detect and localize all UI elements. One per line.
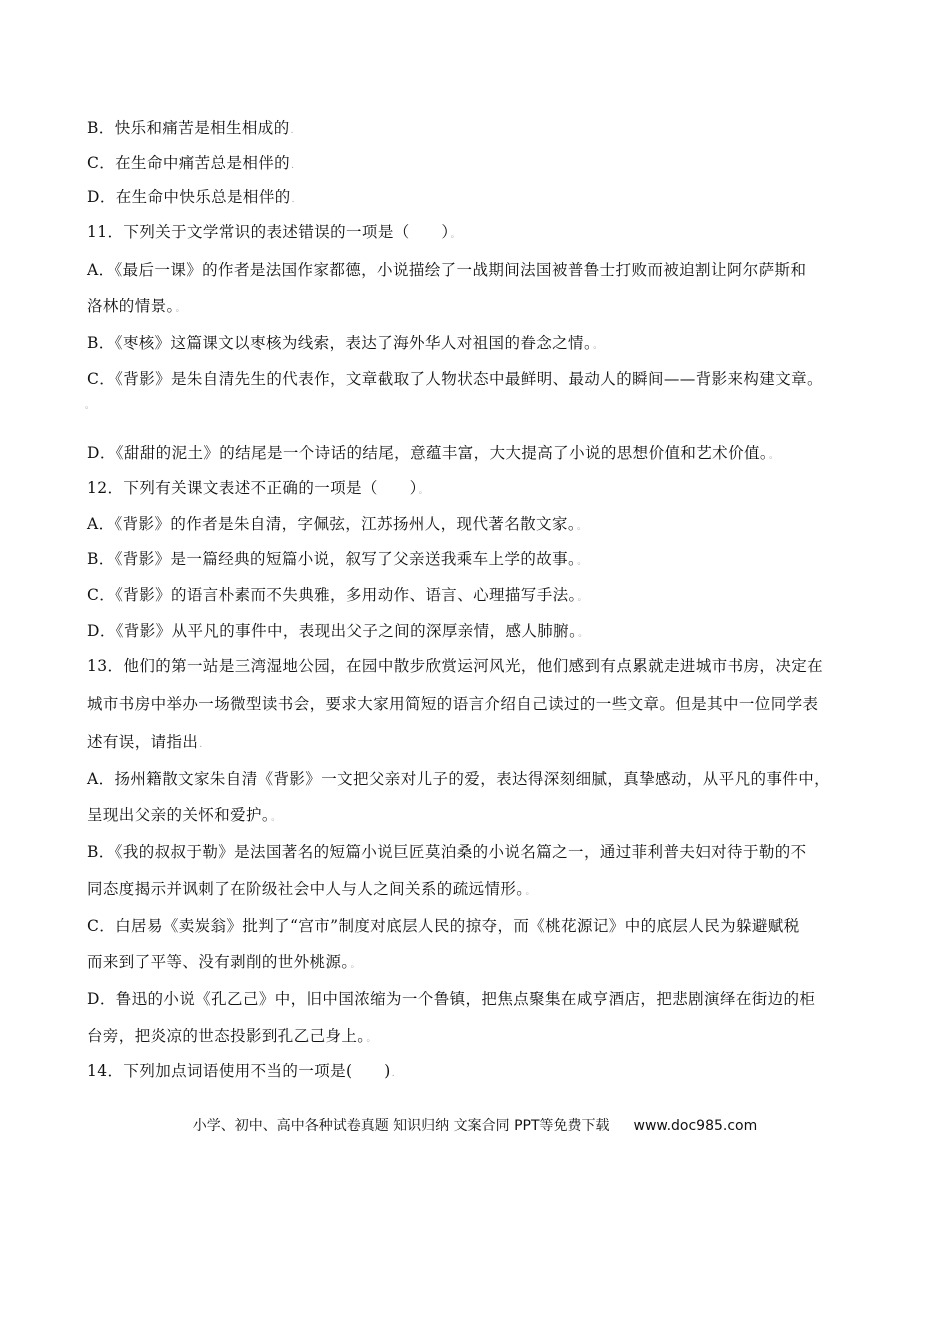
text-line: 述有误，请指出. — [87, 733, 203, 751]
footer-url[interactable]: www.doc985.com — [633, 1118, 758, 1134]
question-14: 14．下列加点词语使用不当的一项是( ). — [87, 1062, 395, 1080]
text-line: A．扬州籍散文家朱自清《背影》一文把父亲对儿子的爱，表达得深刻细腻，真挚感动，从平凡的事件中， — [87, 770, 830, 788]
text-line: 呈现出父亲的关怀和爱护。。 — [87, 806, 281, 824]
text-line: B．快乐和痛苦是相生相成的. — [87, 119, 294, 137]
text-line: 而来到了平等、没有剥削的世外桃源。。 — [87, 953, 360, 971]
text-line: C．白居易《卖炭翁》批判了“宫市”制度对底层人民的掠夺，而《桃花源记》中的底层人民为躲避赋税 — [87, 917, 800, 935]
text-line: C．《背影》的语言朴素而不失典雅，多用动作、语言、心理描写手法。。 — [87, 586, 588, 604]
text-line: D．《背影》从平凡的事件中，表现出父子之间的深厚亲情，感人肺腑。。 — [87, 622, 588, 640]
text-line: D．在生命中快乐总是相伴的. — [87, 188, 295, 206]
question-13: 13．他们的第一站是三湾湿地公园，在园中散步欣赏运河风光，他们感到有点累就走进城市书房，决定在 — [87, 657, 824, 675]
text-line: B．《我的叔叔于勒》是法国著名的短篇小说巨匠莫泊桑的小说名篇之一，通过菲利普夫妇对待于勒的不 — [87, 843, 807, 861]
text-line: B．《背影》是一篇经典的短篇小说，叙写了父亲送我乘车上学的故事。。 — [87, 550, 587, 568]
question-12: 12．下列有关课文表述不正确的一项是（ ）。 — [87, 479, 429, 497]
text-line: B．《枣核》这篇课文以枣核为线索，表达了海外华人对祖国的眷念之情。。 — [87, 334, 603, 352]
text-line: 城市书房中举办一场微型读书会，要求大家用简短的语言介绍自己读过的一些文章。但是其中一位同学表 — [87, 695, 819, 713]
text-line: D．《甜甜的泥土》的结尾是一个诗话的结尾，意蕴丰富，大大提高了小说的思想价值和艺术价值。。 — [87, 444, 779, 462]
text-line: C．在生命中痛苦总是相伴的. — [87, 154, 295, 172]
page-footer — [0, 1115, 950, 1135]
text-line: C．《背影》是朱自清先生的代表作，文章截取了人物状态中最鲜明、最动人的瞬间——背影来构建文章。 — [87, 370, 823, 388]
question-11: 11．下列关于文学常识的表述错误的一项是（ ）。 — [87, 223, 460, 241]
text-line: D．鲁迅的小说《孔乙己》中，旧中国浓缩为一个鲁镇，把焦点聚集在咸亨酒店，把悲剧演绎在街边的柜 — [87, 990, 816, 1008]
text-line: A．《最后一课》的作者是法国作家都德，小说描绘了一战期间法国被普鲁士打败而被迫割让阿尔萨斯和 — [87, 261, 807, 279]
text-line: A．《背影》的作者是朱自清，字佩弦，江苏扬州人，现代著名散文家。。 — [87, 515, 587, 533]
text-line: 同态度揭示并讽刺了在阶级社会中人与人之间关系的疏远情形。。 — [87, 880, 535, 898]
text-line: 洛林的情景。。 — [87, 297, 186, 315]
footer-text: 小学、初中、高中各种试卷真题 知识归纳 文案合同 PPT等免费下载 — [192, 1118, 610, 1134]
paragraph-mark: 。 — [85, 401, 95, 411]
text-line: 台旁，把炎凉的世态投影到孔乙己身上。。 — [87, 1027, 376, 1045]
